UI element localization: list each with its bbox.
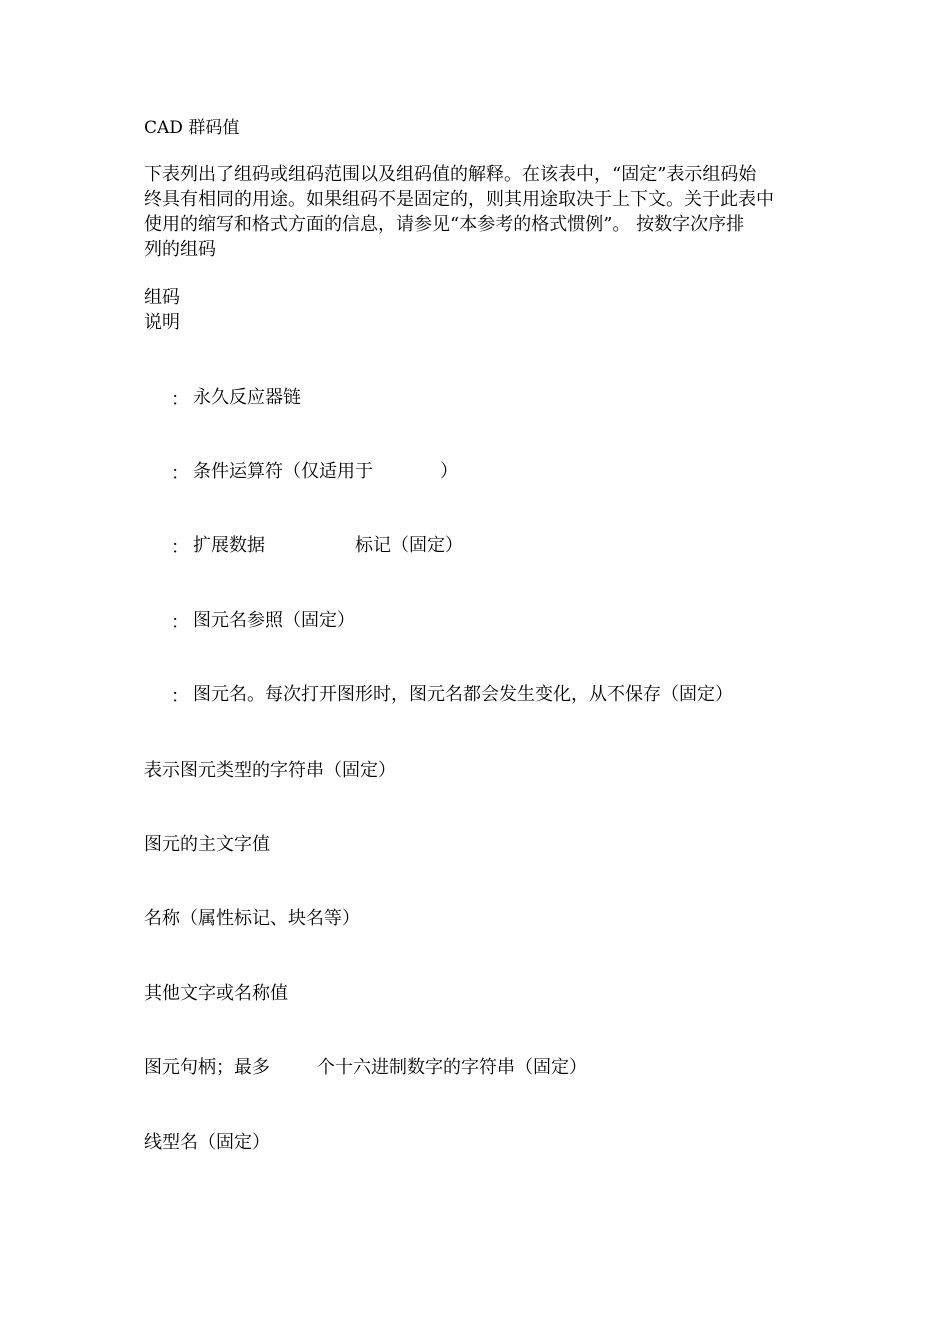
entry-description: 图元的主文字值 [144, 834, 270, 855]
intro-line: 终具有相同的用途。如果组码不是固定的，则其用途取决于上下文。关于此表中 [144, 189, 774, 210]
header-group-code: 组码 [144, 287, 180, 308]
entry-description: 永久反应器链 [193, 387, 301, 408]
intro-line: 使用的缩写和格式方面的信息，请参见“本参考的格式惯例”。 按数字次序排 [144, 214, 745, 235]
entry-description-tail: 个十六进制数字的字符串（固定） [317, 1057, 587, 1078]
entry-description-tail: 标记（固定） [355, 535, 463, 556]
entry-colon: ： [171, 537, 189, 558]
intro-line: 下表列出了组码或组码范围以及组码值的解释。在该表中，“固定”表示组码始 [144, 164, 757, 185]
entry-description: 其他文字或名称值 [144, 983, 288, 1004]
entry-description-tail: ） [440, 461, 458, 482]
entry-colon: ： [171, 612, 189, 633]
entry-description: 图元名参照（固定） [193, 610, 355, 631]
entry-description: 图元句柄；最多 [144, 1057, 270, 1078]
entry-colon: ： [171, 389, 189, 410]
entry-colon: ： [171, 463, 189, 484]
entry-description: 条件运算符（仅适用于 [193, 461, 373, 482]
header-description: 说明 [144, 312, 180, 333]
entry-description: 图元名。每次打开图形时，图元名都会发生变化，从不保存（固定） [193, 684, 733, 705]
document-title: CAD 群码值 [144, 118, 240, 138]
entry-description: 名称（属性标记、块名等） [144, 908, 360, 929]
intro-line: 列的组码 [144, 239, 216, 260]
entry-colon: ： [171, 686, 189, 707]
entry-description: 表示图元类型的字符串（固定） [144, 760, 396, 781]
entry-description: 扩展数据 [193, 535, 265, 556]
intro-paragraph [144, 162, 814, 262]
entry-description: 线型名（固定） [144, 1132, 270, 1153]
